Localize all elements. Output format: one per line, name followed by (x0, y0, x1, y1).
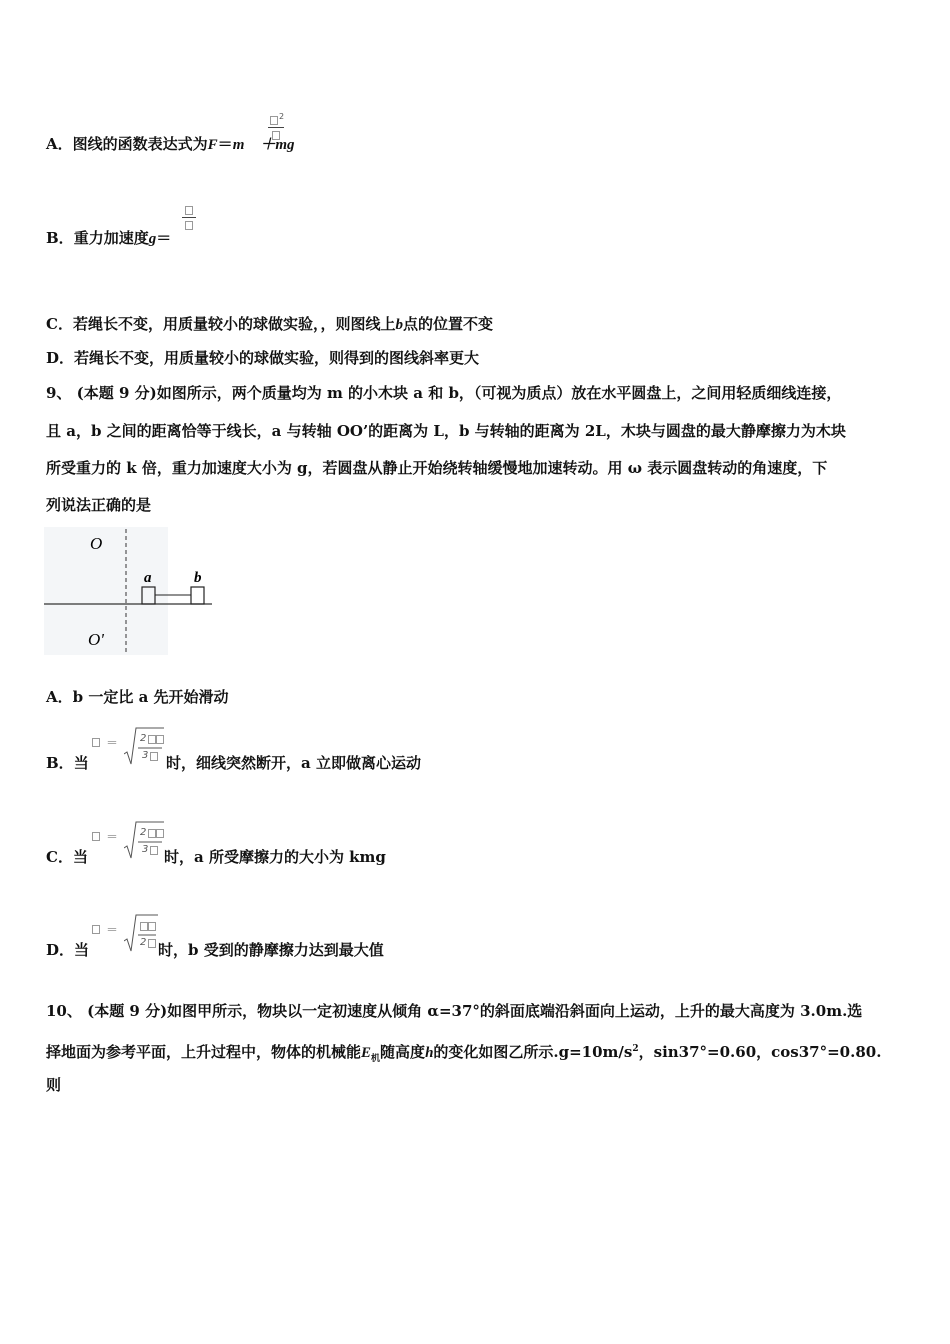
q9-option-b (46, 753, 89, 773)
placeholder-icon (148, 939, 156, 948)
q9-option-c-tail: 时，a 所受摩擦力的大小为 kmg (164, 848, 386, 866)
denominator: 3 (142, 844, 149, 855)
formula-d (92, 913, 158, 957)
q10-text: 择地面为参考平面，上升过程中，物体的机械能 (46, 1043, 362, 1061)
q9-line-2: 且 a，b 之间的距离恰等于线长，a 与转轴 OO’的距离为 L，b 与转轴的距离为 2L，木块与圆盘的最大静摩擦力为木块 (46, 422, 846, 440)
q10-text: ，sin37°=0.60，cos37°=0.80. (638, 1043, 882, 1061)
q9-line-4: 列说法正确的是 (46, 496, 152, 514)
option-c (46, 314, 493, 335)
option-text: 图线的函数表达式为 (72, 135, 208, 153)
equals: ＝ (106, 923, 119, 937)
sqrt-icon (124, 913, 158, 957)
denominator: 3 (142, 750, 149, 761)
placeholder-icon (140, 922, 148, 931)
label-o-prime: O' (88, 630, 104, 649)
exponent: 2 (279, 112, 285, 121)
fraction-a (268, 112, 284, 142)
omega-placeholder-icon (92, 925, 100, 934)
option-text: 若绳长不变，用质量较小的球做实验，则得到的图线斜率更大 (74, 349, 480, 367)
placeholder-icon (156, 829, 164, 838)
denominator: 2 (140, 937, 147, 948)
q10-text: 的变化如图乙所示.g=10m/s (433, 1043, 633, 1061)
option-text: 当 (74, 941, 90, 959)
formula-var: m (232, 137, 245, 153)
option-label: D． (46, 349, 75, 367)
q9-line-1: 9、 (本题 9 分)如图所示，两个质量均为 m 的小木块 a 和 b，（可视为质点）放在水平圆盘上，之间用轻质细线连接， (46, 384, 842, 402)
placeholder-icon (272, 131, 280, 140)
option-label: D． (46, 941, 75, 959)
superscript: 2 (632, 1044, 639, 1054)
option-text: 点的位置不变 (402, 315, 493, 333)
equals: ＝ (106, 736, 119, 750)
formula-b (92, 726, 164, 770)
option-d (46, 348, 479, 368)
formula-tail: ＋mg (260, 137, 295, 153)
block-b (191, 587, 204, 604)
equals: ＝ (106, 830, 119, 844)
fraction-bar (268, 127, 284, 128)
q9-option-b-tail: 时，细线突然断开，a 立即做离心运动 (166, 754, 421, 772)
subscript: 机 (371, 1054, 381, 1064)
formula-eq: ＝ (156, 229, 172, 247)
option-label: A． (46, 135, 73, 153)
placeholder-icon (150, 846, 158, 855)
formula-var: F (207, 137, 218, 153)
placeholder-icon (148, 922, 156, 931)
placeholder-icon (150, 752, 158, 761)
option-b (46, 228, 171, 249)
q9-option-d (46, 940, 89, 960)
option-label: B． (46, 754, 74, 772)
numerator: 2 (140, 733, 147, 744)
option-label: C． (46, 315, 73, 333)
formula-var: g (148, 231, 157, 247)
q9-option-a (46, 687, 229, 707)
q10-line-3: 则 (46, 1076, 62, 1094)
omega-placeholder-icon (92, 832, 100, 841)
placeholder-icon (185, 206, 193, 215)
numerator: 2 (140, 827, 147, 838)
formula-c (92, 820, 164, 864)
omega-placeholder-icon (92, 738, 100, 747)
q9-figure (44, 527, 216, 655)
option-label: A． (46, 688, 73, 706)
option-text: 当 (73, 754, 89, 772)
option-label: C． (46, 848, 73, 866)
q10-line-2 (46, 1039, 881, 1069)
placeholder-icon (148, 829, 156, 838)
q10-text: 随高度 (380, 1043, 426, 1061)
placeholder-icon (270, 116, 278, 125)
q10-line-1: 10、 (本题 9 分)如图甲所示，物块以一定初速度从倾角 α=37°的斜面底端沿斜面向上运动，上升的最大高度为 3.0m.选 (46, 1002, 863, 1020)
var-e: E (361, 1045, 372, 1061)
q9-line-3: 所受重力的 k 倍，重力加速度大小为 g，若圆盘从静止开始绕转轴缓慢地加速转动。用 ω 表示圆盘转动的角速度，下 (46, 459, 828, 477)
q9-option-d-tail: 时，b 受到的静摩擦力达到最大值 (158, 941, 384, 959)
option-text: 当 (72, 848, 88, 866)
label-b: b (194, 570, 202, 586)
placeholder-icon (185, 221, 193, 230)
label-a: a (144, 570, 152, 586)
fraction-b (182, 204, 196, 234)
fraction-bar (182, 217, 196, 218)
option-text: 重力加速度 (73, 229, 149, 247)
option-text: 若绳长不变，用质量较小的球做实验，，则图线上 (72, 315, 396, 333)
var-h: h (425, 1045, 434, 1061)
option-a (46, 134, 295, 155)
option-label: B． (46, 229, 74, 247)
placeholder-icon (148, 735, 156, 744)
var-b: b (395, 317, 403, 333)
label-o: O (90, 534, 103, 553)
formula-eq: ＝ (217, 135, 233, 153)
option-text: b 一定比 a 先开始滑动 (72, 688, 229, 706)
figure-background (44, 527, 168, 655)
q9-option-c (46, 847, 88, 867)
placeholder-icon (156, 735, 164, 744)
